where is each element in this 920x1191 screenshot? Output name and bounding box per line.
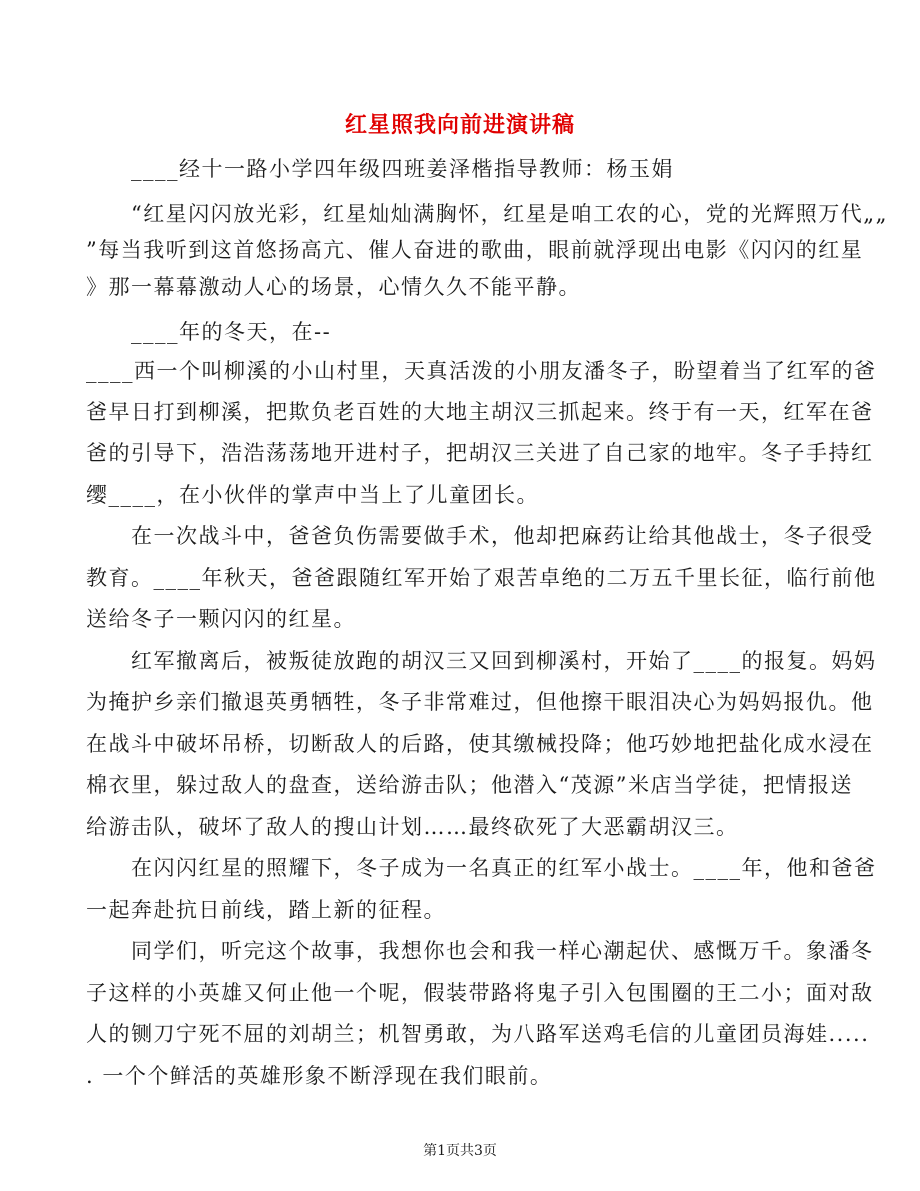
body-line: 人的铡刀宁死不屈的刘胡兰；机智勇敢，为八路军送鸡毛信的儿童团员海娃..... [86,1022,870,1046]
body-line: ____年的冬天，在-- [86,320,332,344]
body-line: 送给冬子一颗闪闪的红星。 [86,607,356,631]
body-line: 给游击队，破坏了敌人的搜山计划……最终砍死了大恶霸胡汉三。 [86,815,739,839]
body-line: 在战斗中破坏吊桥，切断敌人的后路，使其缴械投降；他巧妙地把盐化成水浸在 [86,732,874,756]
body-line: 爸早日打到柳溪，把欺负老百姓的大地主胡汉三抓起来。终于有一天，红军在爸 [86,400,874,424]
document-title: 红星照我向前进演讲稿 [344,112,575,138]
body-line: 爸的引导下，浩浩荡荡地开进村子，把胡汉三关进了自己家的地牢。冬子手持红 [86,441,874,465]
body-line: 子这样的小英雄又何止他一个呢，假装带路将鬼子引入包围圈的王二小；面对敌 [86,981,874,1005]
body-line: . 一个个鲜活的英雄形象不断浮现在我们眼前。 [86,1064,553,1088]
body-line: 一起奔赴抗日前线，踏上新的征程。 [86,898,446,922]
body-line: 同学们，听完这个故事，我想你也会和我一样心潮起伏、感慨万千。象潘冬 [86,939,874,963]
body-line: ”每当我听到这首悠扬高亢、催人奋进的歌曲，眼前就浮现出电影《闪闪的红星 [86,238,864,262]
body-line: 棉衣里，躲过敌人的盘查，送给游击队；他潜入“茂源”米店当学徒，把情报送 [86,773,853,797]
body-line: 缨____，在小伙伴的掌声中当上了儿童团长。 [86,483,539,507]
body-line: “红星闪闪放光彩，红星灿灿满胸怀，红星是咱工农的心，党的光辉照万代„„ [86,202,888,226]
body-line: 在闪闪红星的照耀下，冬子成为一名真正的红军小战士。____年，他和爸爸 [86,856,877,880]
body-line: 红军撤离后，被叛徒放跑的胡汉三又回到柳溪村，开始了____的报复。妈妈 [86,649,877,673]
body-line: 在一次战斗中，爸爸负伤需要做手术，他却把麻药让给其他战士，冬子很受 [86,524,874,548]
body-line: 为掩护乡亲们撤退英勇牺牲，冬子非常难过，但他擦干眼泪决心为妈妈报仇。他 [86,690,874,714]
body-line: ____西一个叫柳溪的小山村里，天真活泼的小朋友潘冬子，盼望着当了红军的爸 [86,359,877,383]
body-line: 》那一幕幕激动人心的场景，心情久久不能平静。 [86,275,581,299]
body-line: 教育。____年秋天，爸爸跟随红军开始了艰苦卓绝的二万五千里长征，临行前他 [86,566,877,590]
page-number-footer: 第1页共3页 [423,1143,497,1159]
body-line: ____经十一路小学四年级四班姜泽楷指导教师：杨玉娟 [86,157,674,181]
